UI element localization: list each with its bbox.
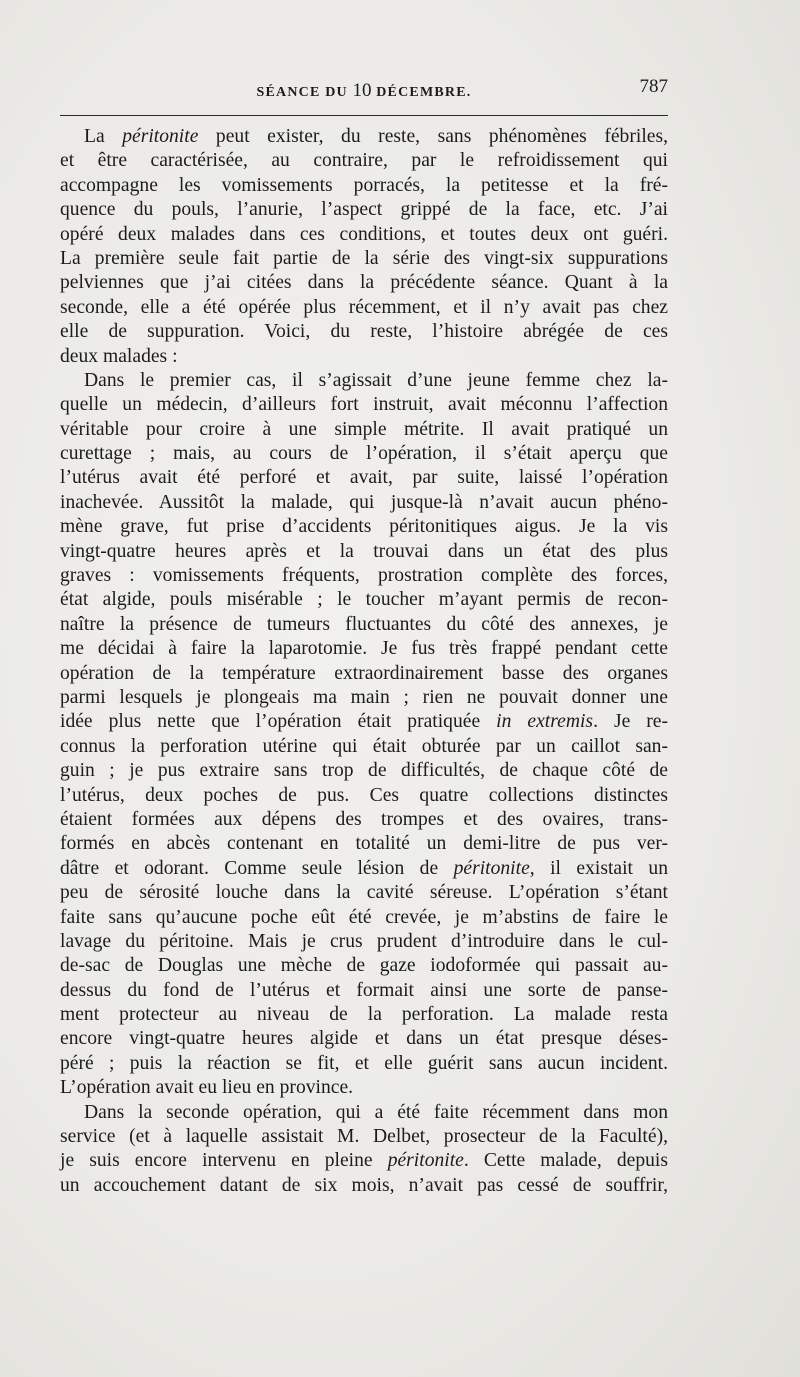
body-text — [60, 125, 669, 1198]
text-line: naître la présence de tumeurs fluctuantes du côté des annexes, je — [60, 613, 668, 635]
text-line: guin ; je pus extraire sans trop de difficultés, de chaque côté de — [60, 760, 668, 782]
running-title-number: 10 — [352, 80, 372, 101]
text-line: graves : vomissements fréquents, prostration complète des forces, — [60, 565, 668, 587]
text-line: seconde, elle a été opérée plus récemment, et il n’y avait pas chez — [60, 296, 668, 318]
running-title-post: DÉCEMBRE. — [371, 85, 472, 100]
text-line: véritable pour croire à une simple métrite. Il avait pratiqué un — [60, 418, 668, 440]
text-line: faite sans qu’aucune poche eût été crevée, je m’abstins de faire le — [60, 906, 668, 928]
text-line: peu de sérosité louche dans la cavité séreuse. L’opération s’étant — [60, 882, 668, 904]
text-line: L’opération avait eu lieu en province. — [60, 1077, 354, 1099]
text-line: me décidai à faire la laparotomie. Je fus très frappé pendant cette — [60, 638, 668, 660]
text-line: lavage du péritoine. Mais je crus prudent d’introduire dans le cul- — [60, 930, 668, 952]
text-line: état algide, pouls misérable ; le toucher m’ayant permis de recon- — [60, 589, 668, 611]
text-line: La péritonite peut exister, du reste, sans phénomènes fébriles, — [84, 126, 668, 147]
text-line: étaient formées aux dépens des trompes et des ovaires, trans- — [60, 808, 668, 830]
page-number: 787 — [639, 76, 668, 97]
text-line: je suis encore intervenu en pleine péritonite. Cette malade, depuis — [60, 1150, 668, 1172]
running-title-pre: SÉANCE DU — [256, 85, 353, 100]
text-line: inachevée. Aussitôt la malade, qui jusque-là n’avait aucun phéno- — [60, 491, 668, 513]
text-line: l’utérus avait été perforé et avait, par suite, laissé l’opération — [60, 467, 668, 489]
italic-text: péritonite — [122, 126, 199, 147]
text-line: opération de la température extraordinairement basse des organes — [60, 662, 668, 684]
page-header — [60, 76, 668, 106]
italic-text: péritonite — [387, 1150, 464, 1172]
text-line: connus la perforation utérine qui était obturée par un caillot san- — [60, 735, 668, 757]
text-line: formés en abcès contenant en totalité un demi-litre de pus ver- — [60, 833, 668, 855]
text-line: deux malades : — [60, 345, 178, 367]
text-line: Dans la seconde opération, qui a été faite récemment dans mon — [84, 1101, 668, 1123]
text-line: un accouchement datant de six mois, n’avait pas cessé de souffrir, — [60, 1174, 668, 1196]
text-line: Dans le premier cas, il s’agissait d’une jeune femme chez la- — [84, 369, 668, 391]
text-line: de-sac de Douglas une mèche de gaze iodoformée qui passait au- — [60, 955, 668, 977]
text-line: l’utérus, deux poches de pus. Ces quatre collections distinctes — [60, 784, 668, 806]
text-line: service (et à laquelle assistait M. Delbet, prosecteur de la Faculté), — [60, 1126, 668, 1148]
italic-text: in extremis — [496, 711, 594, 733]
text-line: quence du pouls, l’anurie, l’aspect grippé de la face, etc. J’ai — [60, 199, 668, 221]
text-line: accompagne les vomissements porracés, la petitesse et la fré- — [60, 174, 668, 196]
text-line: et être caractérisée, au contraire, par le refroidissement qui — [60, 150, 668, 172]
text-line: curettage ; mais, au cours de l’opération, il s’était aperçu que — [60, 443, 668, 465]
text-line: quelle un médecin, d’ailleurs fort instruit, avait méconnu l’affection — [60, 394, 668, 416]
text-line: dessus du fond de l’utérus et formait ainsi une sorte de panse- — [60, 979, 668, 1001]
running-title — [60, 80, 668, 102]
text-line: mène grave, fut prise d’accidents péritonitiques aigus. Je la vis — [60, 516, 668, 538]
text-line: dâtre et odorant. Comme seule lésion de péritonite, il existait un — [60, 857, 668, 879]
text-line: vingt-quatre heures après et la trouvai dans un état des plus — [60, 540, 668, 562]
text-line: opéré deux malades dans ces conditions, et toutes deux ont guéri. — [60, 223, 668, 245]
text-line: pelviennes que j’ai citées dans la précédente séance. Quant à la — [60, 272, 668, 294]
italic-text: péritonite — [453, 857, 530, 879]
text-line: péré ; puis la réaction se fit, et elle guérit sans aucun incident. — [60, 1052, 668, 1074]
text-line: parmi lesquels je plongeais ma main ; rien ne pouvait donner une — [60, 686, 668, 708]
text-line: encore vingt-quatre heures algide et dans un état presque déses- — [60, 1028, 668, 1050]
text-line: La première seule fait partie de la série des vingt-six suppurations — [60, 247, 668, 269]
header-rule — [60, 115, 668, 116]
text-line: idée plus nette que l’opération était pratiquée in extremis. Je re- — [60, 711, 669, 733]
text-line: ment protecteur au niveau de la perforation. La malade resta — [60, 1004, 668, 1026]
text-line: elle de suppuration. Voici, du reste, l’histoire abrégée de ces — [60, 321, 668, 343]
